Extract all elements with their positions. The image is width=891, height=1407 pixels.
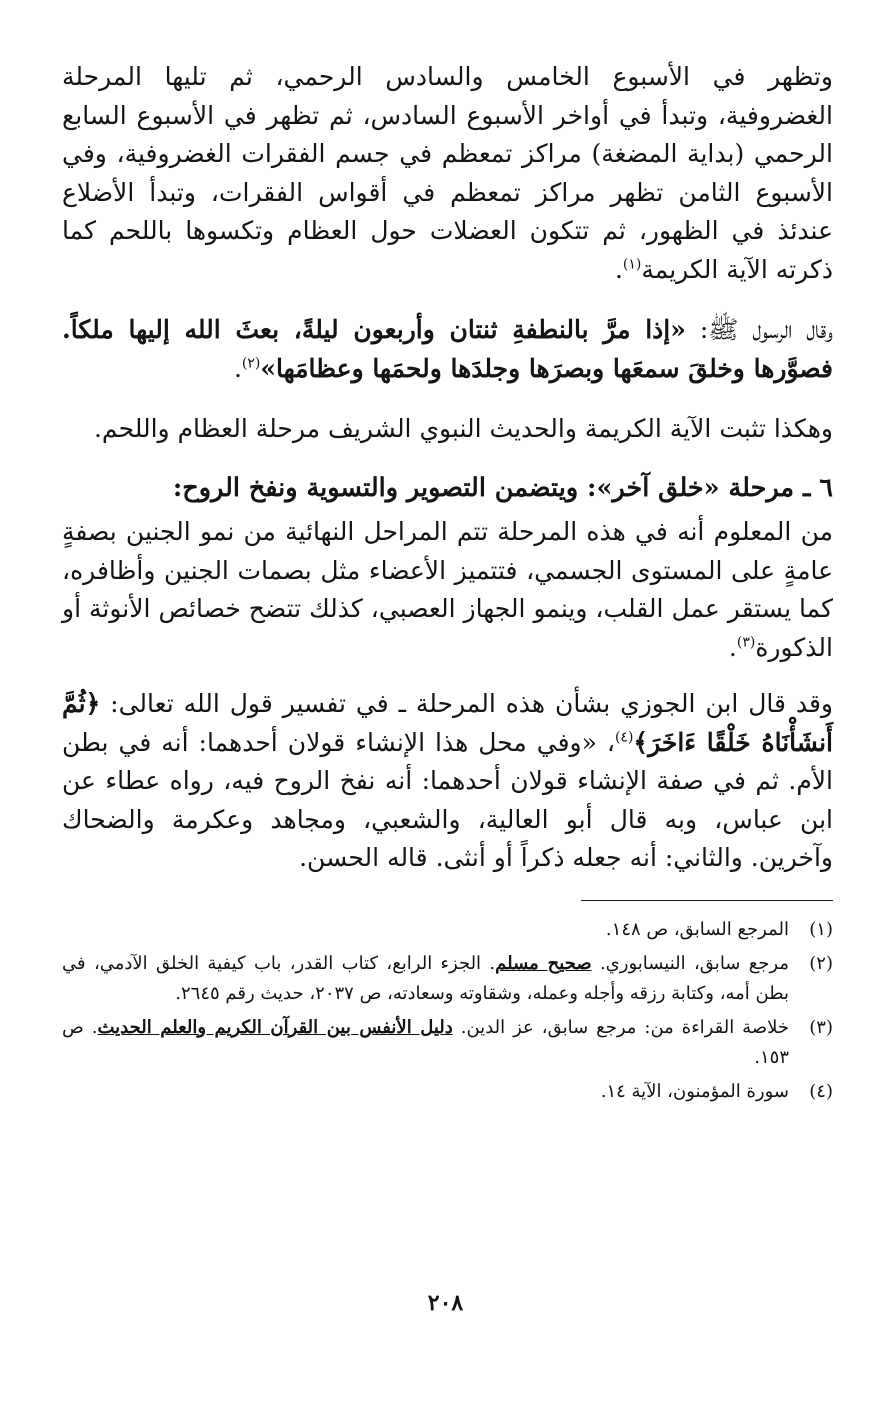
paragraph-text: وتظهر في الأسبوع الخامس والسادس الرحمي، ثم تليها المرحلة الغضروفية، وتبدأ في أواخر الأسبوع السادس، ثم تظهر في الأسبوع السابع الرحمي (بداية المضغة) مراكز تمعظم في جسم الفقرات الغضروفية، وفي الأسبوع الثامن تظهر مراكز تمعظم في أقواس الفقرات، وتبدأ الأضلاع عندئذ في الظهور، ثم تتكون العضلات حول العظام وتكسوها باللحم كما ذكرته الآية الكريمة	[62, 62, 833, 284]
footnote-2	[62, 949, 833, 1009]
footnote-separator	[581, 900, 833, 901]
footnote-text: سورة المؤمنون، الآية ١٤.	[600, 1080, 789, 1102]
paragraph-text: من المعلوم أنه في هذه المرحلة تتم المراحل النهائية من نمو الجنين بصفةٍ عامةٍ على المستوى الجسمي، فتتميز الأعضاء مثل بصمات الجنين وأظافره، كما يستقر عمل القلب، وينمو الجهاز العصبي، كذلك تتضح خصائص الأنوثة أو الذكورة	[62, 517, 833, 662]
footnote-text: المرجع السابق، ص ١٤٨.	[605, 918, 789, 940]
footnote-text-pre: مرجع سابق، النيسابوري.	[591, 952, 790, 974]
source-title: دليل الأنفس بين القرآن الكريم والعلم الحديث	[97, 1016, 453, 1038]
footnote-text	[62, 949, 789, 1009]
footnote-number: (٢)	[809, 952, 833, 974]
paragraph-text: وهكذا تثبت الآية الكريمة والحديث النبوي الشريف مرحلة العظام واللحم.	[93, 414, 833, 443]
footnote-3	[62, 1013, 833, 1073]
paragraph-hadith	[62, 311, 833, 388]
footnote-number: (١)	[809, 918, 833, 940]
hadith-quote: «إذا مرَّ بالنطفةِ ثنتان وأربعون ليلةً، بعثَ الله إليها ملكاً. فصوَّرها وخلقَ سمعَها وبصرَها وجلدَها ولحمَها وعظامَها»	[62, 315, 833, 383]
paragraph-text: ، «وفي محل هذا الإنشاء قولان أحدهما: أنه في بطن الأم. ثم في صفة الإنشاء قولان أحدهما: أنه نفخ الروح فيه، رواه عطاء عن ابن عباس، وبه قال أبو العالية، والشعبي، ومجاهد وعكرمة والضحاك وآخرين. والثاني: أنه جعله ذكراً أو أنثى. قاله الحسن.	[62, 727, 833, 872]
paragraph-bone-stage	[62, 58, 833, 289]
footnote-1	[62, 915, 833, 945]
paragraph-final-stage	[62, 513, 833, 667]
footnote-ref: (٤)	[614, 729, 634, 746]
footnote-text-post: . الجزء الرابع، كتاب القدر، باب كيفية الخلق الآدمي، في بطن أمه، وكتابة رزقه وأجله وعمله، وشقاوته وسعادته، ص ٢٠٣٧، حديث رقم ٢٦٤٥.	[62, 952, 789, 1004]
footnote-ref: (٣)	[736, 634, 756, 651]
paragraph-ibn-aljawzi	[62, 685, 833, 878]
punctuation: .	[233, 353, 242, 383]
footnote-text-pre: خلاصة القراءة من: مرجع سابق، عز الدين.	[452, 1016, 789, 1038]
section-heading: ٦ ـ مرحلة «خلق آخر»: ويتضمن التصوير والتسوية ونفخ الروح:	[172, 472, 833, 503]
page-number: ٢٠٨	[427, 1290, 464, 1316]
footnote-ref: (١)	[622, 256, 642, 273]
source-title: صحيح مسلم	[495, 952, 592, 974]
footnote-ref: (٢)	[241, 355, 261, 372]
punctuation: .	[614, 254, 623, 284]
footnote-4	[62, 1077, 833, 1107]
paragraph-text: وقد قال ابن الجوزي بشأن هذه المرحلة ـ في تفسير قول الله تعالى:	[100, 689, 833, 718]
footnote-number: (٤)	[809, 1080, 833, 1102]
footnote-number: (٣)	[809, 1016, 833, 1038]
hadith-intro: وقال الرسول ﷺ:	[685, 315, 833, 344]
footnote-text	[62, 1013, 789, 1073]
punctuation: .	[728, 632, 737, 662]
quran-verse: ﴿ثُمَّ أَنشَأْنَاهُ خَلْقًا ءَاخَرَ﴾	[62, 689, 833, 757]
paragraph-summary	[62, 410, 833, 449]
footnote-text-post: . ص ١٥٣.	[62, 1016, 789, 1068]
footnotes	[62, 915, 833, 1107]
